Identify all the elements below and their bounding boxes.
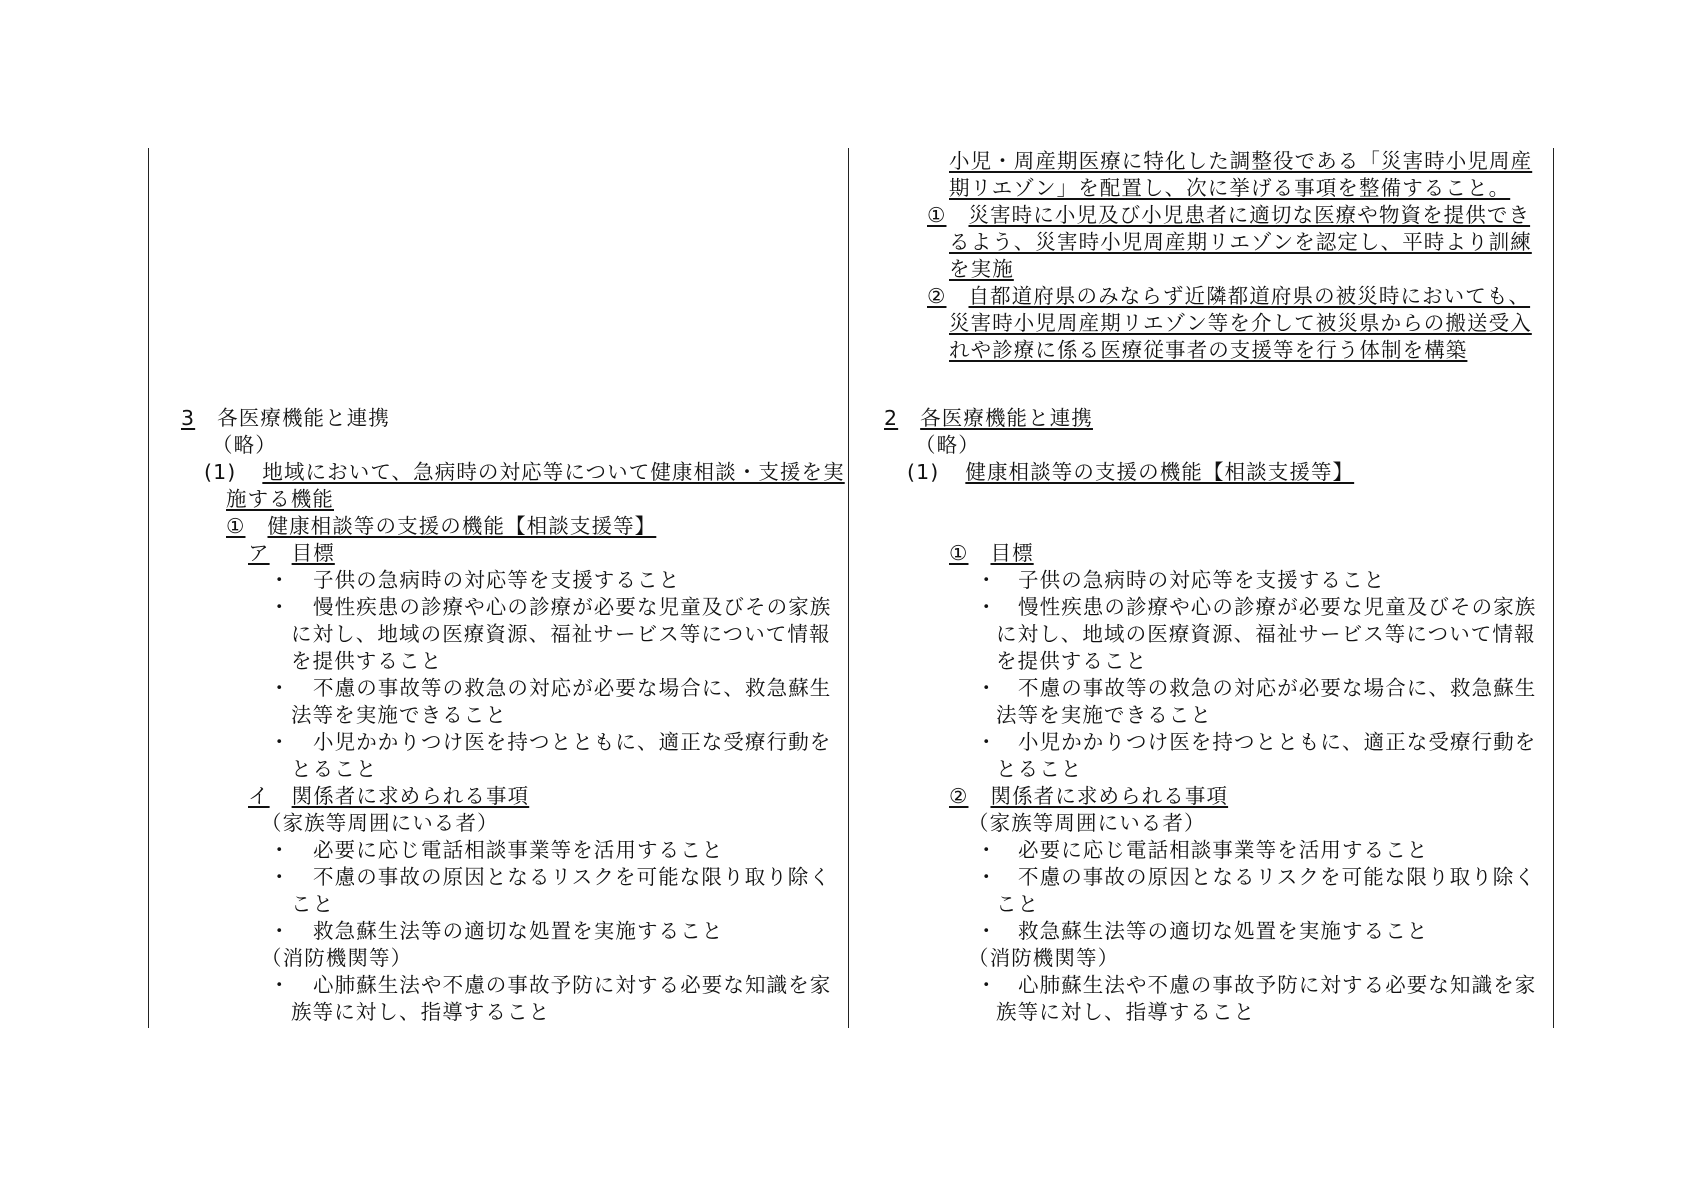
- family-text-cont: こと: [996, 892, 1040, 916]
- list-item: [269, 837, 723, 864]
- goal-text: 小児かかりつけ医を持つとともに、適正な受療行動を: [313, 730, 832, 754]
- list-item: [269, 972, 831, 999]
- section-heading: [181, 405, 390, 432]
- bullet: ・: [976, 730, 998, 754]
- family-text: 不慮の事故の原因となるリスクを可能な限り取り除く: [1018, 865, 1536, 889]
- family-text: 不慮の事故の原因となるリスクを可能な限り取り除く: [313, 865, 831, 889]
- bullet: ・: [976, 676, 998, 700]
- subsection-number: (1): [907, 460, 940, 484]
- goal-text-cont: とること: [996, 757, 1083, 781]
- bullet: ・: [976, 865, 998, 889]
- family-text: 救急蘇生法等の適切な処置を実施すること: [1018, 919, 1429, 943]
- liaison-text-line1: 小児・周産期医療に特化した調整役である「災害時小児周産: [949, 149, 1533, 173]
- goal-text: 子供の急病時の対応等を支援すること: [1018, 568, 1386, 592]
- bullet: ・: [269, 730, 291, 754]
- subsection-heading: [907, 459, 1354, 486]
- liaison-item-text-cont: れや診療に係る医療従事者の支援等を行う体制を構築: [949, 338, 1468, 362]
- goal-label: ア: [248, 541, 270, 565]
- goal-text: 小児かかりつけ医を持つとともに、適正な受療行動を: [1018, 730, 1537, 754]
- requirements-heading: [949, 783, 1228, 810]
- fire-text: 心肺蘇生法や不慮の事故予防に対する必要な知識を家: [313, 973, 832, 997]
- omitted-note: （略）: [915, 433, 980, 457]
- item-heading: [226, 513, 656, 540]
- list-item: [976, 729, 1536, 756]
- fire-heading: （消防機関等）: [261, 946, 413, 970]
- list-item: [976, 837, 1428, 864]
- list-item: [976, 864, 1536, 891]
- goal-text: 不慮の事故等の救急の対応が必要な場合に、救急蘇生: [313, 676, 832, 700]
- item-title: 目標: [990, 541, 1034, 565]
- goal-text-cont: に対し、地域の医療資源、福祉サービス等について情報: [291, 622, 831, 646]
- list-item: [269, 567, 680, 594]
- subsection-title-line2: 施する機能: [226, 487, 334, 511]
- bullet: ・: [269, 676, 291, 700]
- goal-text-cont: 法等を実施できること: [996, 703, 1212, 727]
- item-heading: [949, 540, 1034, 567]
- requirements-label: イ: [248, 784, 270, 808]
- liaison-item-1: [927, 202, 1530, 229]
- requirements-title: 関係者に求められる事項: [990, 784, 1229, 808]
- left-border-line: [148, 148, 149, 1028]
- list-item: [269, 675, 831, 702]
- liaison-item-number: ①: [927, 203, 947, 227]
- bullet: ・: [269, 595, 291, 619]
- list-item: [976, 675, 1536, 702]
- liaison-item-text-cont: 災害時小児周産期リエゾン等を介して被災県からの搬送受入: [949, 311, 1532, 335]
- fire-text-cont: 族等に対し、指導すること: [996, 1000, 1256, 1024]
- goal-text-cont: を提供すること: [996, 649, 1148, 673]
- goal-text-cont: とること: [291, 757, 378, 781]
- list-item: [976, 972, 1536, 999]
- list-item: [976, 594, 1536, 621]
- family-heading: （家族等周囲にいる者）: [261, 811, 499, 835]
- requirements-heading: [248, 783, 529, 810]
- list-item: [269, 918, 723, 945]
- list-item: [269, 594, 831, 621]
- list-item: [976, 918, 1428, 945]
- goal-text-cont: を提供すること: [291, 649, 443, 673]
- liaison-item-text-cont: を実施: [949, 257, 1014, 281]
- list-item: [269, 864, 831, 891]
- bullet: ・: [269, 838, 291, 862]
- liaison-item-text-cont: るよう、災害時小児周産期リエゾンを認定し、平時より訓練: [949, 230, 1532, 254]
- fire-text: 心肺蘇生法や不慮の事故予防に対する必要な知識を家: [1018, 973, 1537, 997]
- requirements-title: 関係者に求められる事項: [291, 784, 530, 808]
- bullet: ・: [269, 973, 291, 997]
- omitted-note: （略）: [212, 433, 277, 457]
- list-item: [269, 729, 831, 756]
- family-text-cont: こと: [291, 892, 335, 916]
- subsection-number: (1): [204, 460, 237, 484]
- bullet: ・: [976, 595, 998, 619]
- section-heading: [884, 405, 1093, 432]
- family-text: 必要に応じ電話相談事業等を活用すること: [313, 838, 724, 862]
- liaison-text-line2: 期リエゾン」を配置し、次に挙げる事項を整備すること。: [949, 176, 1511, 200]
- subsection-heading: [204, 459, 845, 486]
- family-text: 必要に応じ電話相談事業等を活用すること: [1018, 838, 1429, 862]
- fire-text-cont: 族等に対し、指導すること: [291, 1000, 551, 1024]
- bullet: ・: [976, 919, 998, 943]
- goal-text: 不慮の事故等の救急の対応が必要な場合に、救急蘇生: [1018, 676, 1537, 700]
- bullet: ・: [976, 568, 998, 592]
- subsection-title: 健康相談等の支援の機能【相談支援等】: [965, 460, 1355, 484]
- bullet: ・: [269, 568, 291, 592]
- bullet: ・: [976, 838, 998, 862]
- section-number: 3: [181, 406, 196, 430]
- list-item: [976, 567, 1385, 594]
- requirements-number: ②: [949, 784, 969, 808]
- liaison-item-text: 災害時に小児及び小児患者に適切な医療や物資を提供でき: [968, 203, 1531, 227]
- subsection-title-line1: 地域において、急病時の対応等について健康相談・支援を実: [262, 460, 845, 484]
- section-title: 各医療機能と連携: [920, 406, 1093, 430]
- item-number: ①: [226, 514, 246, 538]
- goal-text: 慢性疾患の診療や心の診療が必要な児童及びその家族: [313, 595, 832, 619]
- right-border-line: [1553, 148, 1554, 1028]
- goal-title: 目標: [291, 541, 335, 565]
- liaison-item-2: [927, 283, 1530, 310]
- bullet: ・: [269, 919, 291, 943]
- bullet: ・: [976, 973, 998, 997]
- fire-heading: （消防機関等）: [968, 946, 1120, 970]
- section-number: 2: [884, 406, 899, 430]
- goal-heading: [248, 540, 335, 567]
- family-heading: （家族等周囲にいる者）: [968, 811, 1206, 835]
- liaison-item-text: 自都道府県のみならず近隣都道府県の被災時においても、: [968, 284, 1531, 308]
- item-number: ①: [949, 541, 969, 565]
- item-title: 健康相談等の支援の機能【相談支援等】: [267, 514, 657, 538]
- liaison-item-number: ②: [927, 284, 947, 308]
- section-title: 各医療機能と連携: [217, 406, 390, 430]
- bullet: ・: [269, 865, 291, 889]
- center-divider-line: [848, 148, 849, 1028]
- goal-text-cont: 法等を実施できること: [291, 703, 507, 727]
- goal-text-cont: に対し、地域の医療資源、福祉サービス等について情報: [996, 622, 1536, 646]
- goal-text: 慢性疾患の診療や心の診療が必要な児童及びその家族: [1018, 595, 1537, 619]
- family-text: 救急蘇生法等の適切な処置を実施すること: [313, 919, 724, 943]
- goal-text: 子供の急病時の対応等を支援すること: [313, 568, 681, 592]
